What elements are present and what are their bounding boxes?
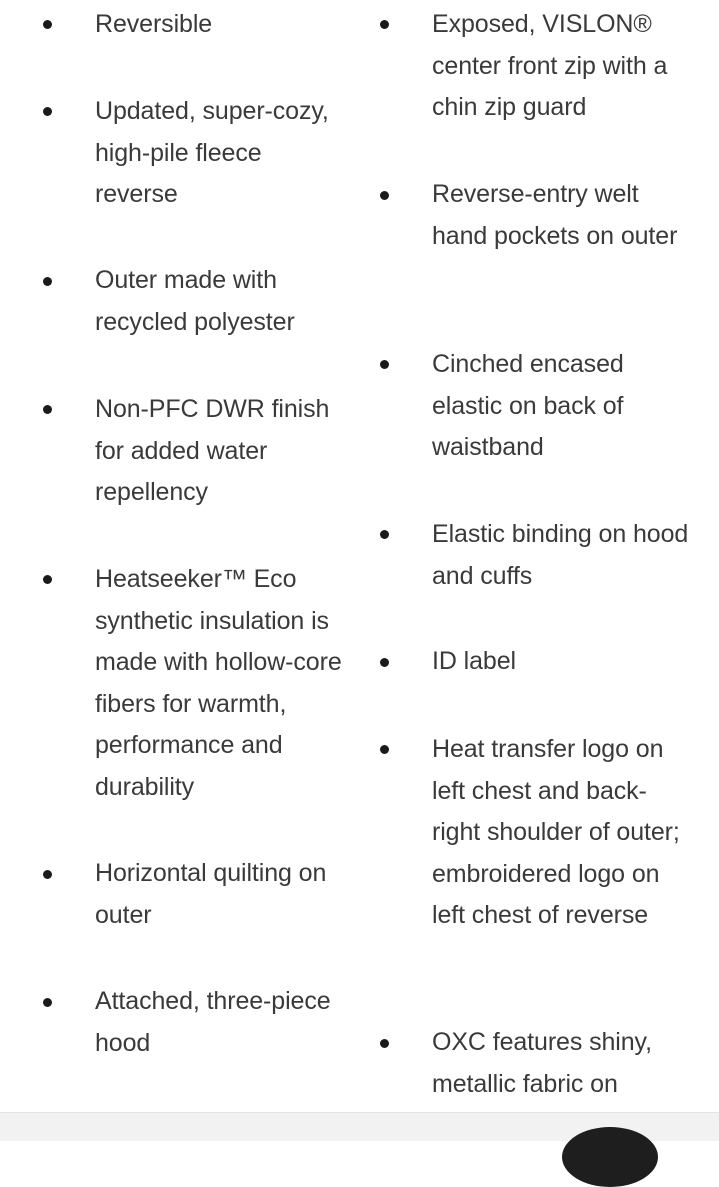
feature-text: Cinched encased elastic on back of waistband (432, 350, 624, 461)
feature-text: Outer made with recycled polyester (95, 266, 295, 336)
bullet-icon (380, 745, 389, 754)
bullet-icon (380, 1039, 389, 1048)
bullet-icon (380, 20, 389, 29)
feature-text: Reversible (95, 10, 213, 38)
bullet-icon (43, 998, 52, 1007)
feature-text: Heatseeker™ Eco synthetic insulation is made with hollow-core fibers for warmth, performance and durability (95, 565, 342, 801)
feature-text: Horizontal quilting on outer (95, 859, 327, 929)
feature-text: Attached, three-piece hood (95, 987, 331, 1057)
bullet-icon (380, 191, 389, 200)
bullet-icon (380, 360, 389, 369)
bullet-icon (43, 870, 52, 879)
bullet-icon (43, 20, 52, 29)
bullet-icon (380, 658, 389, 667)
feature-text: Exposed, VISLON® center front zip with a chin zip guard (432, 10, 668, 121)
bullet-icon (43, 575, 52, 584)
feature-text: Reverse-entry welt hand pockets on outer (432, 180, 678, 250)
bullet-icon (43, 107, 52, 116)
feature-text: Non-PFC DWR finish for added water repellency (95, 395, 330, 506)
feature-text: ID label (432, 647, 516, 675)
floating-action-button[interactable] (562, 1127, 658, 1187)
feature-text: Heat transfer logo on left chest and back-right shoulder of outer; embroidered logo on left chest of reverse (432, 735, 680, 929)
bullet-icon (43, 405, 52, 414)
feature-text: Elastic binding on hood and cuffs (432, 520, 689, 590)
feature-text: OXC features shiny, metallic fabric on (432, 1028, 652, 1098)
bullet-icon (43, 277, 52, 286)
bullet-icon (380, 530, 389, 539)
feature-text: Updated, super-cozy, high-pile fleece reverse (95, 97, 329, 208)
